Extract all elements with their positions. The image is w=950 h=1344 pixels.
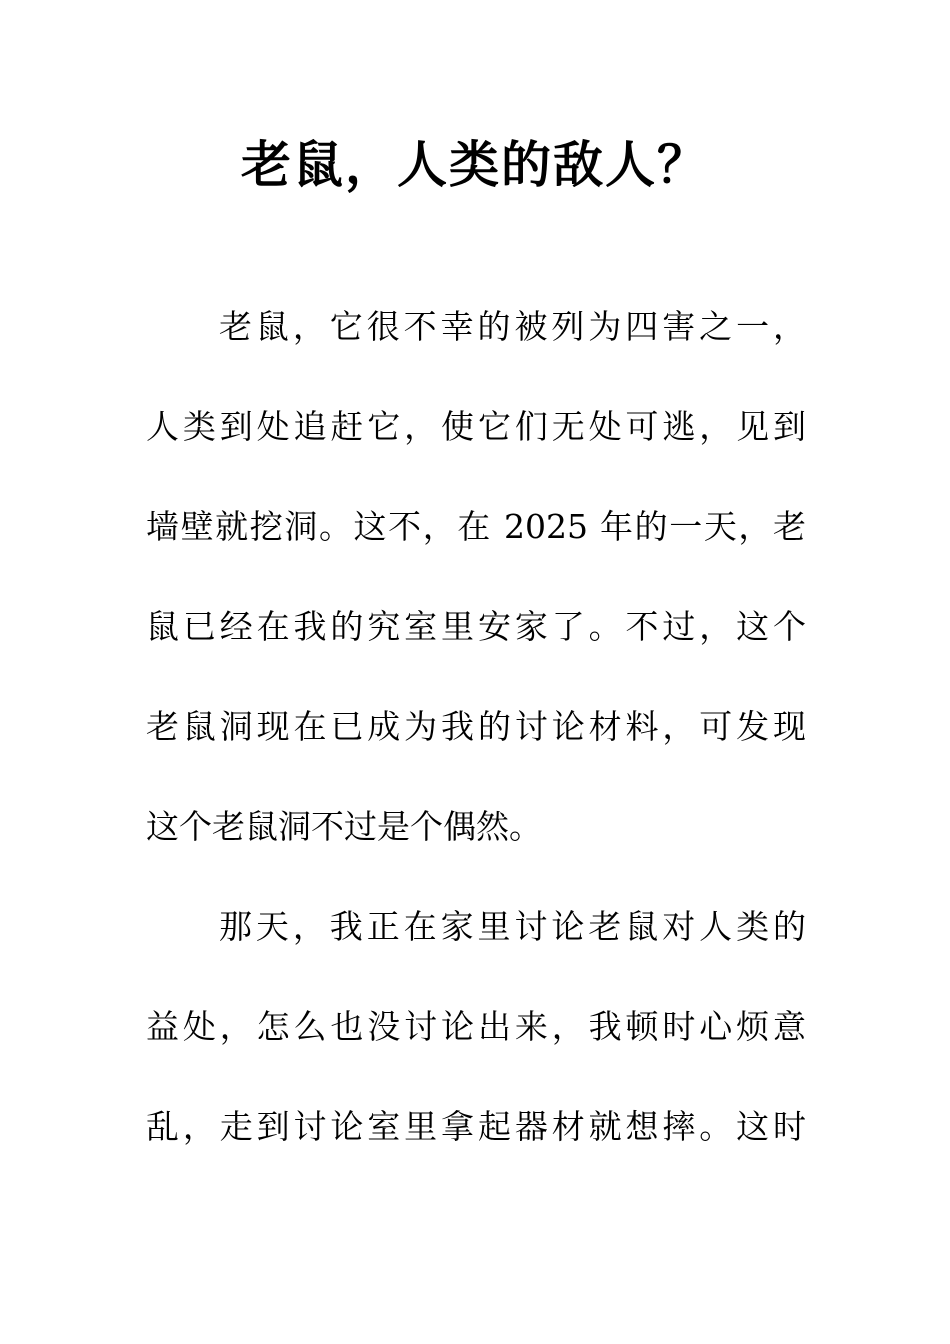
document-body [146,294,806,1194]
paragraph-2-line-2: 益处，怎么也没讨论出来，我顿时心烦意 [146,1007,806,1046]
paragraph-2-line-3: 乱，走到讨论室里拿起器材就想摔。这时 [146,1107,806,1146]
paragraph-1-line-1: 老鼠，它很不幸的被列为四害之一， [219,307,806,346]
paragraph-2-line-1: 那天，我正在家里讨论老鼠对人类的 [219,907,806,946]
paragraph-1-line-4: 鼠已经在我的究室里安家了。不过，这个 [146,607,806,646]
paragraph-1-line-5: 老鼠洞现在已成为我的讨论材料，可发现 [146,707,806,746]
paragraph-1-line-3: 墙壁就挖洞。这不，在 2025 年的一天，老 [146,507,806,546]
document-title: 老鼠，人类的敌人？ [241,135,709,194]
paragraph-1-line-2: 人类到处追赶它，使它们无处可逃，见到 [146,407,806,446]
paragraph-1-line-6: 这个老鼠洞不过是个偶然。 [146,807,542,846]
